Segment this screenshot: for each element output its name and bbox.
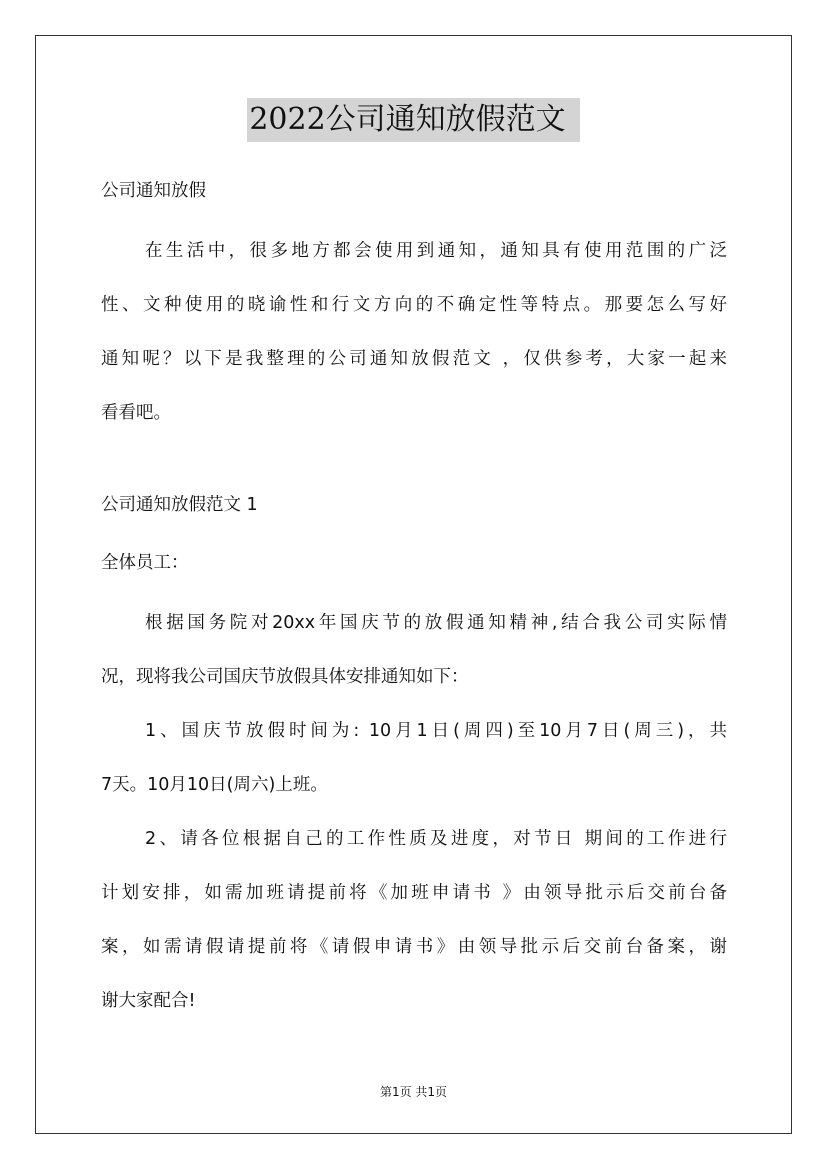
intro-line-2: 性、文种使用的晓谕性和行文方向的不确定性等特点。那要怎么写好 — [101, 295, 727, 315]
salutation: 全体员工： — [101, 553, 189, 573]
document-title: 2022公司通知放假范文 — [247, 98, 579, 142]
body-line-7: 案，如需请假请提前将《请假申请书》由领导批示后交前台备案，谢 — [101, 937, 727, 957]
document-body — [101, 170, 727, 1032]
section-heading: 公司通知放假范文 1 — [101, 495, 258, 515]
title-container — [0, 98, 827, 142]
intro-line-4: 看看吧。 — [101, 403, 171, 423]
paragraph-gap — [101, 444, 727, 484]
subtitle: 公司通知放假 — [101, 181, 206, 201]
body-line-8: 谢大家配合! — [101, 991, 196, 1011]
body-line-3: 1、国庆节放假时间为: 10月1日(周四)至10月7日(周三)，共 — [145, 721, 727, 741]
body-line-6: 计划安排，如需加班请提前将《加班申请书 》由领导批示后交前台备 — [101, 883, 727, 903]
intro-line-1: 在生活中，很多地方都会使用到通知，通知具有使用范围的广泛 — [145, 241, 727, 261]
body-line-2: 况，现将我公司国庆节放假具体安排通知如下： — [101, 667, 469, 687]
intro-line-3: 通知呢？以下是我整理的公司通知放假范文 ，仅供参考，大家一起来 — [101, 349, 727, 369]
body-line-4: 7天。10月10日(周六)上班。 — [101, 775, 328, 795]
page-footer: 第1页 共1页 — [379, 1085, 448, 1099]
body-line-5: 2、请各位根据自己的工作性质及进度，对节日 期间的工作进行 — [145, 829, 727, 849]
body-line-1: 根据国务院对20xx年国庆节的放假通知精神,结合我公司实际情 — [145, 613, 727, 633]
